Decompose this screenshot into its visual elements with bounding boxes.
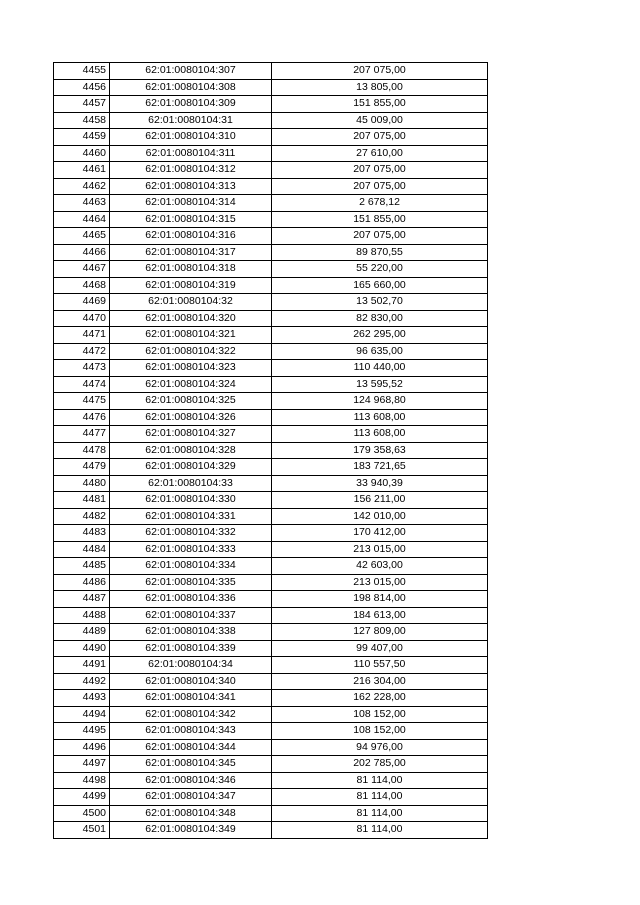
cadastral-number-cell: 62:01:0080104:33 bbox=[110, 475, 272, 492]
row-number-cell: 4488 bbox=[54, 607, 110, 624]
cadastral-number-cell: 62:01:0080104:311 bbox=[110, 145, 272, 162]
cadastral-number-cell: 62:01:0080104:319 bbox=[110, 277, 272, 294]
row-number-cell: 4476 bbox=[54, 409, 110, 426]
cadastral-number-cell: 62:01:0080104:314 bbox=[110, 195, 272, 212]
cadastral-value-cell: 162 228,00 bbox=[272, 690, 488, 707]
cadastral-number-cell: 62:01:0080104:334 bbox=[110, 558, 272, 575]
table-row bbox=[54, 327, 488, 344]
cadastral-value-cell: 151 855,00 bbox=[272, 96, 488, 113]
cadastral-value-cell: 94 976,00 bbox=[272, 739, 488, 756]
table-row bbox=[54, 822, 488, 839]
cadastral-value-cell: 124 968,80 bbox=[272, 393, 488, 410]
cadastral-number-cell: 62:01:0080104:34 bbox=[110, 657, 272, 674]
cadastral-number-cell: 62:01:0080104:310 bbox=[110, 129, 272, 146]
table-row bbox=[54, 310, 488, 327]
cadastral-value-cell: 108 152,00 bbox=[272, 706, 488, 723]
cadastral-number-cell: 62:01:0080104:326 bbox=[110, 409, 272, 426]
row-number-cell: 4486 bbox=[54, 574, 110, 591]
cadastral-value-cell: 81 114,00 bbox=[272, 772, 488, 789]
row-number-cell: 4462 bbox=[54, 178, 110, 195]
cadastral-number-cell: 62:01:0080104:345 bbox=[110, 756, 272, 773]
cadastral-number-cell: 62:01:0080104:309 bbox=[110, 96, 272, 113]
cadastral-number-cell: 62:01:0080104:346 bbox=[110, 772, 272, 789]
row-number-cell: 4494 bbox=[54, 706, 110, 723]
cadastral-value-cell: 81 114,00 bbox=[272, 822, 488, 839]
row-number-cell: 4459 bbox=[54, 129, 110, 146]
cadastral-value-cell: 198 814,00 bbox=[272, 591, 488, 608]
table-row bbox=[54, 96, 488, 113]
cadastral-number-cell: 62:01:0080104:323 bbox=[110, 360, 272, 377]
table-row bbox=[54, 475, 488, 492]
row-number-cell: 4487 bbox=[54, 591, 110, 608]
cadastral-number-cell: 62:01:0080104:339 bbox=[110, 640, 272, 657]
cadastral-number-cell: 62:01:0080104:321 bbox=[110, 327, 272, 344]
row-number-cell: 4469 bbox=[54, 294, 110, 311]
cadastral-number-cell: 62:01:0080104:307 bbox=[110, 63, 272, 80]
row-number-cell: 4461 bbox=[54, 162, 110, 179]
cadastral-number-cell: 62:01:0080104:347 bbox=[110, 789, 272, 806]
cadastral-number-cell: 62:01:0080104:340 bbox=[110, 673, 272, 690]
cadastral-value-cell: 165 660,00 bbox=[272, 277, 488, 294]
cadastral-number-cell: 62:01:0080104:320 bbox=[110, 310, 272, 327]
cadastral-value-cell: 183 721,65 bbox=[272, 459, 488, 476]
row-number-cell: 4483 bbox=[54, 525, 110, 542]
cadastral-number-cell: 62:01:0080104:333 bbox=[110, 541, 272, 558]
row-number-cell: 4493 bbox=[54, 690, 110, 707]
cadastral-number-cell: 62:01:0080104:336 bbox=[110, 591, 272, 608]
table-row bbox=[54, 277, 488, 294]
cadastral-number-cell: 62:01:0080104:343 bbox=[110, 723, 272, 740]
cadastral-value-cell: 99 407,00 bbox=[272, 640, 488, 657]
cadastral-value-cell: 55 220,00 bbox=[272, 261, 488, 278]
table-row bbox=[54, 360, 488, 377]
row-number-cell: 4472 bbox=[54, 343, 110, 360]
table-row bbox=[54, 508, 488, 525]
cadastral-value-cell: 2 678,12 bbox=[272, 195, 488, 212]
cadastral-number-cell: 62:01:0080104:324 bbox=[110, 376, 272, 393]
cadastral-value-cell: 179 358,63 bbox=[272, 442, 488, 459]
table-row bbox=[54, 426, 488, 443]
cadastral-value-cell: 127 809,00 bbox=[272, 624, 488, 641]
cadastral-number-cell: 62:01:0080104:337 bbox=[110, 607, 272, 624]
table-row bbox=[54, 772, 488, 789]
row-number-cell: 4470 bbox=[54, 310, 110, 327]
row-number-cell: 4496 bbox=[54, 739, 110, 756]
table-row bbox=[54, 706, 488, 723]
cadastral-value-cell: 170 412,00 bbox=[272, 525, 488, 542]
table-body bbox=[54, 63, 488, 839]
cadastral-number-cell: 62:01:0080104:338 bbox=[110, 624, 272, 641]
cadastral-value-cell: 202 785,00 bbox=[272, 756, 488, 773]
table-row bbox=[54, 756, 488, 773]
cadastral-value-cell: 207 075,00 bbox=[272, 129, 488, 146]
table-row bbox=[54, 739, 488, 756]
cadastral-number-cell: 62:01:0080104:318 bbox=[110, 261, 272, 278]
table-row bbox=[54, 409, 488, 426]
cadastral-value-cell: 207 075,00 bbox=[272, 63, 488, 80]
table-row bbox=[54, 112, 488, 129]
table-row bbox=[54, 640, 488, 657]
row-number-cell: 4475 bbox=[54, 393, 110, 410]
cadastral-number-cell: 62:01:0080104:322 bbox=[110, 343, 272, 360]
cadastral-value-cell: 262 295,00 bbox=[272, 327, 488, 344]
table-row bbox=[54, 459, 488, 476]
cadastral-value-cell: 42 603,00 bbox=[272, 558, 488, 575]
cadastral-number-cell: 62:01:0080104:342 bbox=[110, 706, 272, 723]
table-row bbox=[54, 178, 488, 195]
cadastral-number-cell: 62:01:0080104:313 bbox=[110, 178, 272, 195]
table-row bbox=[54, 343, 488, 360]
cadastral-number-cell: 62:01:0080104:315 bbox=[110, 211, 272, 228]
row-number-cell: 4497 bbox=[54, 756, 110, 773]
row-number-cell: 4466 bbox=[54, 244, 110, 261]
cadastral-number-cell: 62:01:0080104:325 bbox=[110, 393, 272, 410]
row-number-cell: 4467 bbox=[54, 261, 110, 278]
table-row bbox=[54, 607, 488, 624]
table-row bbox=[54, 228, 488, 245]
cadastral-number-cell: 62:01:0080104:317 bbox=[110, 244, 272, 261]
table-row bbox=[54, 591, 488, 608]
table-row bbox=[54, 657, 488, 674]
table-row bbox=[54, 129, 488, 146]
cadastral-value-cell: 113 608,00 bbox=[272, 409, 488, 426]
table-row bbox=[54, 789, 488, 806]
cadastral-value-cell: 113 608,00 bbox=[272, 426, 488, 443]
row-number-cell: 4500 bbox=[54, 805, 110, 822]
row-number-cell: 4477 bbox=[54, 426, 110, 443]
row-number-cell: 4465 bbox=[54, 228, 110, 245]
row-number-cell: 4456 bbox=[54, 79, 110, 96]
cadastral-value-cell: 151 855,00 bbox=[272, 211, 488, 228]
cadastral-value-cell: 33 940,39 bbox=[272, 475, 488, 492]
row-number-cell: 4479 bbox=[54, 459, 110, 476]
cadastral-value-cell: 207 075,00 bbox=[272, 228, 488, 245]
cadastral-number-cell: 62:01:0080104:349 bbox=[110, 822, 272, 839]
table-row bbox=[54, 673, 488, 690]
row-number-cell: 4480 bbox=[54, 475, 110, 492]
cadastral-value-cell: 45 009,00 bbox=[272, 112, 488, 129]
row-number-cell: 4484 bbox=[54, 541, 110, 558]
table-row bbox=[54, 541, 488, 558]
row-number-cell: 4498 bbox=[54, 772, 110, 789]
row-number-cell: 4460 bbox=[54, 145, 110, 162]
table-row bbox=[54, 492, 488, 509]
table-row bbox=[54, 690, 488, 707]
cadastral-value-cell: 216 304,00 bbox=[272, 673, 488, 690]
table-row bbox=[54, 294, 488, 311]
row-number-cell: 4464 bbox=[54, 211, 110, 228]
row-number-cell: 4463 bbox=[54, 195, 110, 212]
table-row bbox=[54, 145, 488, 162]
table-row bbox=[54, 574, 488, 591]
cadastral-value-cell: 96 635,00 bbox=[272, 343, 488, 360]
row-number-cell: 4455 bbox=[54, 63, 110, 80]
row-number-cell: 4474 bbox=[54, 376, 110, 393]
table-row bbox=[54, 261, 488, 278]
table-row bbox=[54, 211, 488, 228]
row-number-cell: 4478 bbox=[54, 442, 110, 459]
cadastral-value-cell: 89 870,55 bbox=[272, 244, 488, 261]
cadastral-value-cell: 13 502,70 bbox=[272, 294, 488, 311]
table-row bbox=[54, 63, 488, 80]
row-number-cell: 4492 bbox=[54, 673, 110, 690]
row-number-cell: 4499 bbox=[54, 789, 110, 806]
row-number-cell: 4481 bbox=[54, 492, 110, 509]
cadastral-value-cell: 82 830,00 bbox=[272, 310, 488, 327]
table-row bbox=[54, 393, 488, 410]
table-row bbox=[54, 442, 488, 459]
cadastral-value-cell: 213 015,00 bbox=[272, 574, 488, 591]
row-number-cell: 4495 bbox=[54, 723, 110, 740]
cadastral-value-cell: 81 114,00 bbox=[272, 789, 488, 806]
cadastral-value-cell: 207 075,00 bbox=[272, 178, 488, 195]
cadastral-number-cell: 62:01:0080104:328 bbox=[110, 442, 272, 459]
row-number-cell: 4501 bbox=[54, 822, 110, 839]
row-number-cell: 4468 bbox=[54, 277, 110, 294]
cadastral-value-cell: 27 610,00 bbox=[272, 145, 488, 162]
row-number-cell: 4485 bbox=[54, 558, 110, 575]
cadastral-value-cell: 184 613,00 bbox=[272, 607, 488, 624]
cadastral-number-cell: 62:01:0080104:316 bbox=[110, 228, 272, 245]
table-row bbox=[54, 79, 488, 96]
table-row bbox=[54, 624, 488, 641]
table-row bbox=[54, 558, 488, 575]
cadastral-value-cell: 13 595,52 bbox=[272, 376, 488, 393]
cadastral-number-cell: 62:01:0080104:330 bbox=[110, 492, 272, 509]
cadastral-number-cell: 62:01:0080104:327 bbox=[110, 426, 272, 443]
cadastral-value-cell: 142 010,00 bbox=[272, 508, 488, 525]
table-row bbox=[54, 525, 488, 542]
row-number-cell: 4457 bbox=[54, 96, 110, 113]
cadastral-value-cell: 108 152,00 bbox=[272, 723, 488, 740]
table-row bbox=[54, 244, 488, 261]
cadastral-value-cell: 81 114,00 bbox=[272, 805, 488, 822]
cadastral-number-cell: 62:01:0080104:331 bbox=[110, 508, 272, 525]
cadastral-value-cell: 110 440,00 bbox=[272, 360, 488, 377]
table-row bbox=[54, 162, 488, 179]
cadastral-number-cell: 62:01:0080104:308 bbox=[110, 79, 272, 96]
cadastral-number-cell: 62:01:0080104:335 bbox=[110, 574, 272, 591]
row-number-cell: 4471 bbox=[54, 327, 110, 344]
row-number-cell: 4458 bbox=[54, 112, 110, 129]
table-row bbox=[54, 195, 488, 212]
cadastral-number-cell: 62:01:0080104:332 bbox=[110, 525, 272, 542]
cadastral-number-cell: 62:01:0080104:32 bbox=[110, 294, 272, 311]
cadastral-value-cell: 207 075,00 bbox=[272, 162, 488, 179]
cadastral-number-cell: 62:01:0080104:31 bbox=[110, 112, 272, 129]
cadastral-number-cell: 62:01:0080104:348 bbox=[110, 805, 272, 822]
table-row bbox=[54, 805, 488, 822]
cadastral-value-cell: 213 015,00 bbox=[272, 541, 488, 558]
cadastral-number-cell: 62:01:0080104:329 bbox=[110, 459, 272, 476]
cadastral-value-cell: 156 211,00 bbox=[272, 492, 488, 509]
cadastral-number-cell: 62:01:0080104:341 bbox=[110, 690, 272, 707]
cadastral-value-table bbox=[53, 62, 488, 839]
cadastral-value-cell: 110 557,50 bbox=[272, 657, 488, 674]
row-number-cell: 4489 bbox=[54, 624, 110, 641]
cadastral-number-cell: 62:01:0080104:312 bbox=[110, 162, 272, 179]
table-row bbox=[54, 376, 488, 393]
row-number-cell: 4473 bbox=[54, 360, 110, 377]
table-row bbox=[54, 723, 488, 740]
row-number-cell: 4491 bbox=[54, 657, 110, 674]
cadastral-number-cell: 62:01:0080104:344 bbox=[110, 739, 272, 756]
row-number-cell: 4490 bbox=[54, 640, 110, 657]
cadastral-value-cell: 13 805,00 bbox=[272, 79, 488, 96]
row-number-cell: 4482 bbox=[54, 508, 110, 525]
